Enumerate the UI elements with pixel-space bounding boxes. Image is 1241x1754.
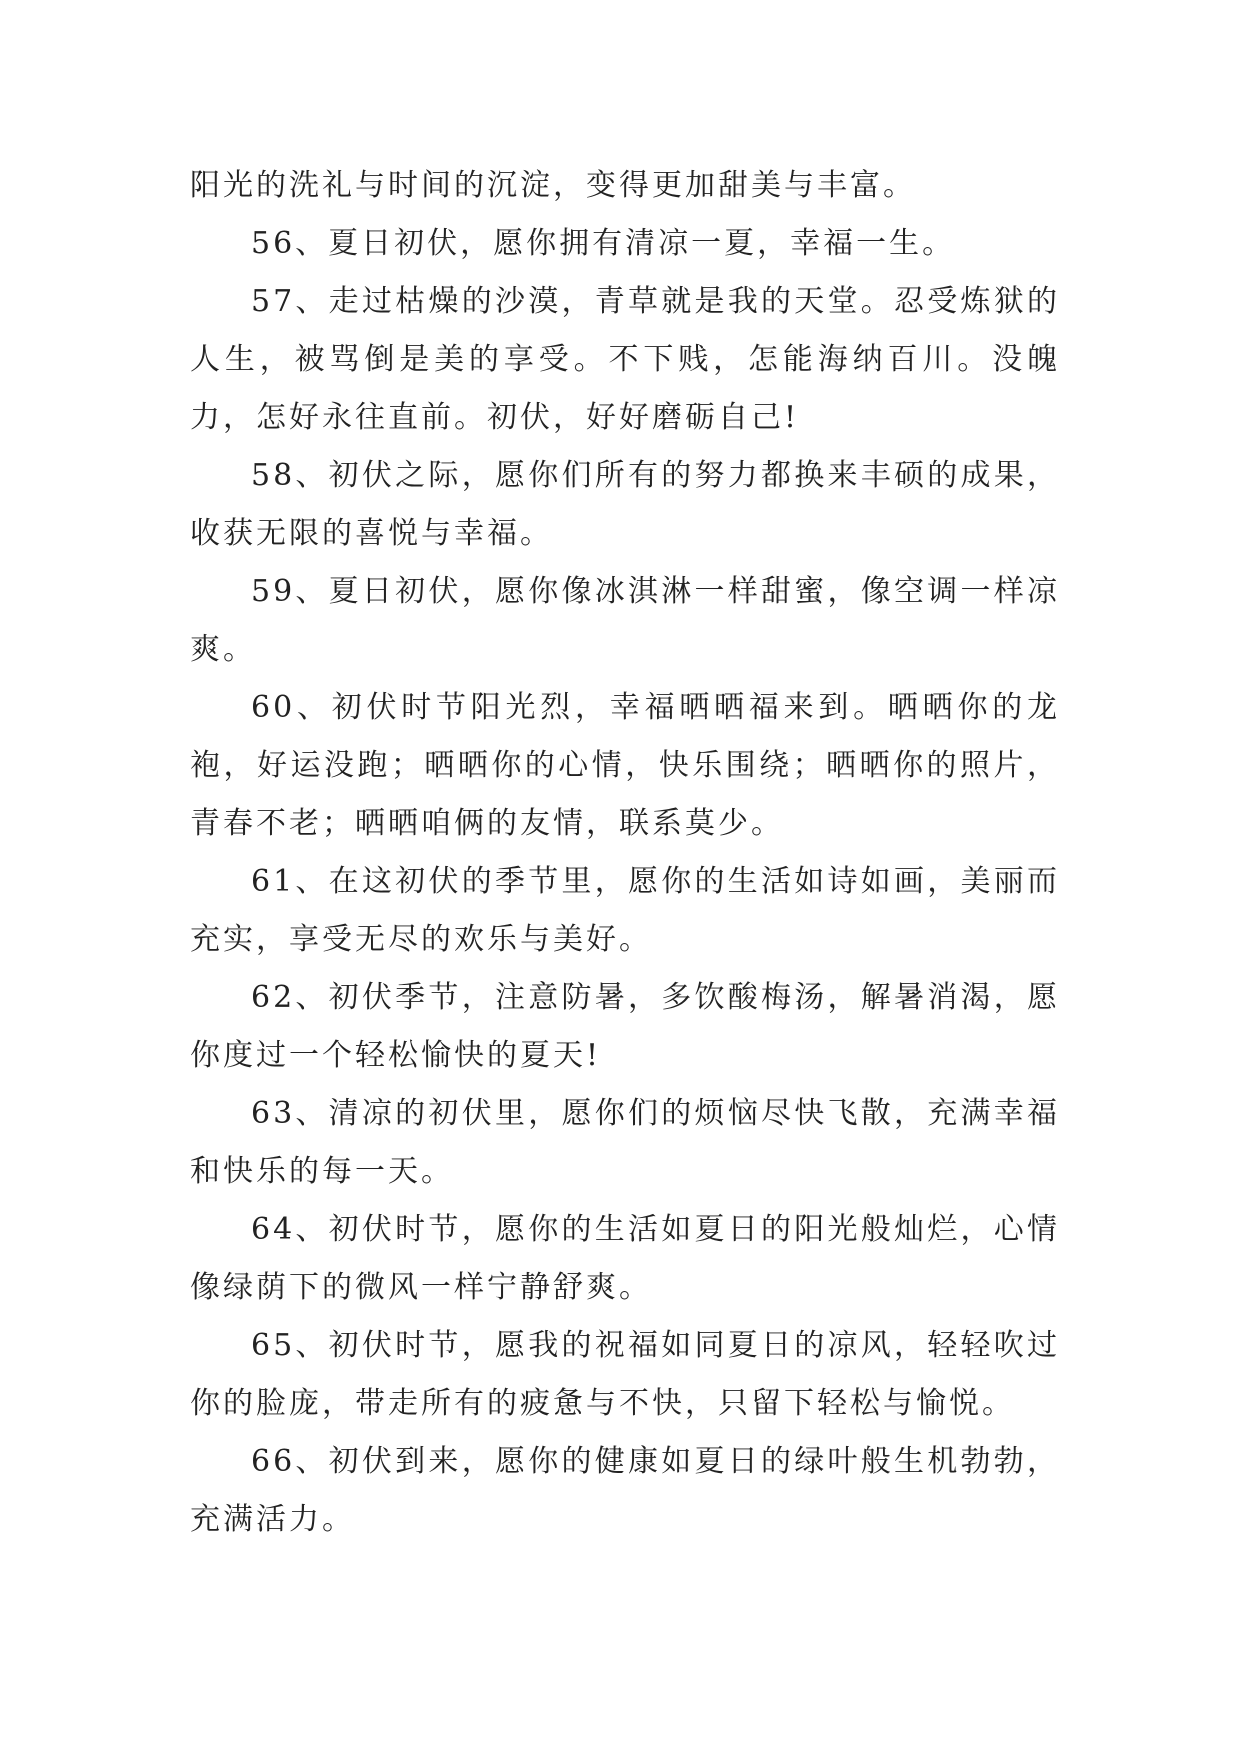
document-body bbox=[190, 157, 1060, 1549]
paragraph-66: 66、初伏到来，愿你的健康如夏日的绿叶般生机勃勃，充满活力。 bbox=[190, 1444, 1060, 1537]
paragraph-62: 62、初伏季节，注意防暑，多饮酸梅汤，解暑消渴，愿你度过一个轻松愉快的夏天! bbox=[190, 980, 1060, 1073]
paragraph-61: 61、在这初伏的季节里，愿你的生活如诗如画，美丽而充实，享受无尽的欢乐与美好。 bbox=[190, 864, 1060, 957]
paragraph-64: 64、初伏时节，愿你的生活如夏日的阳光般灿烂，心情像绿荫下的微风一样宁静舒爽。 bbox=[190, 1212, 1060, 1305]
paragraph-60: 60、初伏时节阳光烈，幸福晒晒福来到。晒晒你的龙袍，好运没跑；晒晒你的心情，快乐围绕；晒晒你的照片，青春不老；晒晒咱俩的友情，联系莫少。 bbox=[190, 690, 1060, 841]
paragraph-57: 57、走过枯燥的沙漠，青草就是我的天堂。忍受炼狱的人生，被骂倒是美的享受。不下贱，怎能海纳百川。没魄力，怎好永往直前。初伏，好好磨砺自己! bbox=[190, 284, 1060, 435]
paragraph-58: 58、初伏之际，愿你们所有的努力都换来丰硕的成果，收获无限的喜悦与幸福。 bbox=[190, 458, 1060, 551]
paragraph-65: 65、初伏时节，愿我的祝福如同夏日的凉风，轻轻吹过你的脸庞，带走所有的疲惫与不快，只留下轻松与愉悦。 bbox=[190, 1328, 1060, 1421]
paragraph-56: 56、夏日初伏，愿你拥有清凉一夏，幸福一生。 bbox=[251, 226, 956, 261]
paragraph-continuation: 阳光的洗礼与时间的沉淀，变得更加甜美与丰富。 bbox=[190, 168, 916, 203]
paragraph-63: 63、清凉的初伏里，愿你们的烦恼尽快飞散，充满幸福和快乐的每一天。 bbox=[190, 1096, 1060, 1189]
paragraph-59: 59、夏日初伏，愿你像冰淇淋一样甜蜜，像空调一样凉爽。 bbox=[190, 574, 1060, 667]
